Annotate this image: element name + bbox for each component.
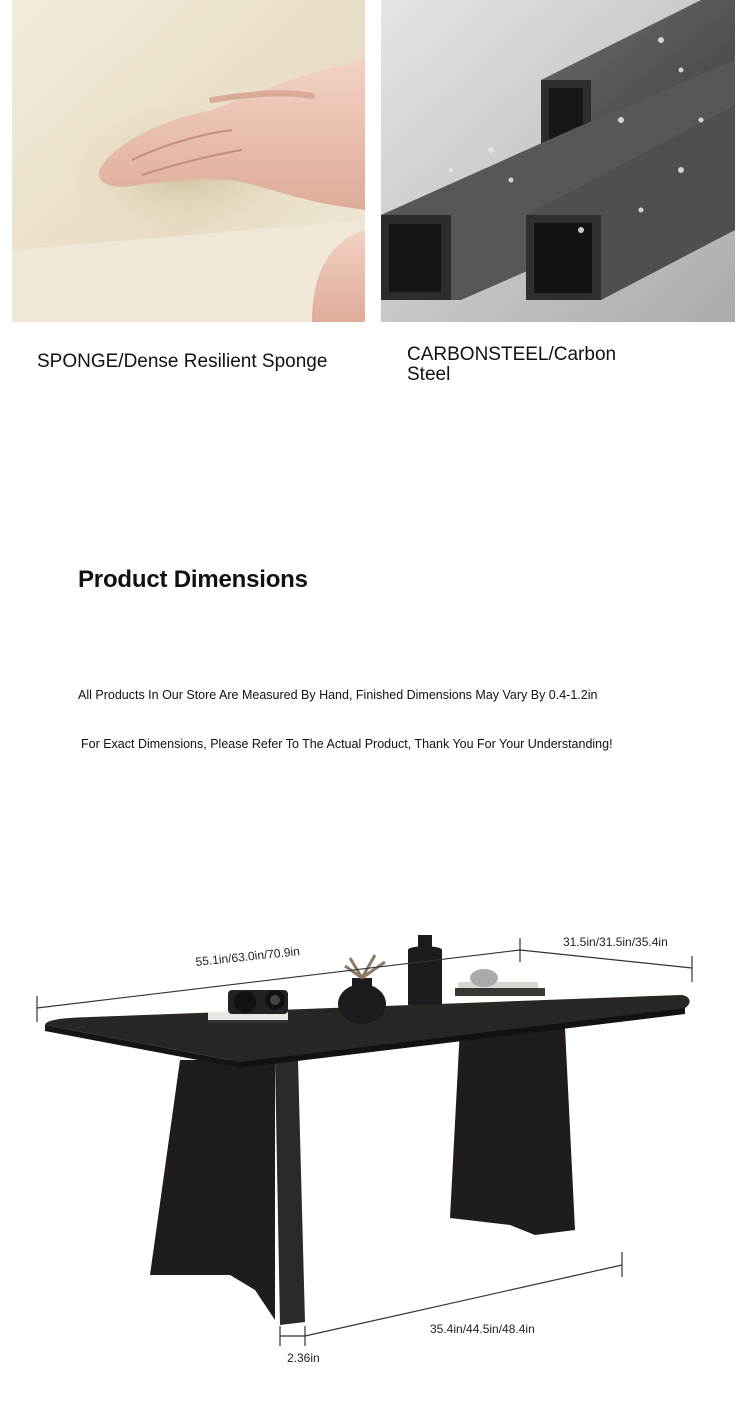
table-dimensions-figure xyxy=(0,900,750,1398)
tall-vase xyxy=(408,935,442,1005)
table-illustration xyxy=(0,900,750,1398)
sponge-material-label: SPONGE/Dense Resilient Sponge xyxy=(37,351,328,372)
carbon-steel-tubes-illustration xyxy=(381,0,735,322)
vase-with-flowers xyxy=(338,955,386,1024)
exact-dimensions-note: For Exact Dimensions, Please Refer To The Actual Product, Thank You For Your Understanding! xyxy=(81,737,613,751)
product-dimensions-heading: Product Dimensions xyxy=(78,566,308,593)
carbon-steel-label-line-1: CARBONSTEEL/Carbon xyxy=(407,344,617,365)
measurement-note: All Products In Our Store Are Measured By Hand, Finished Dimensions May Vary By 0.4-1.2in xyxy=(78,688,598,702)
top-thickness-dimension-label: 2.36in xyxy=(287,1351,320,1365)
sponge-image xyxy=(12,0,365,322)
carbon-steel-image xyxy=(381,0,735,322)
books-with-ornament xyxy=(455,969,545,996)
left-leg-edge xyxy=(275,1060,305,1325)
left-leg xyxy=(150,1060,275,1320)
carbon-steel-material-label xyxy=(407,345,687,385)
leg-spacing-dimension-label: 35.4in/44.5in/48.4in xyxy=(430,1322,535,1336)
length-dimension-label: 55.1in/63.0in/70.9in xyxy=(194,944,301,969)
hand-pressing-sponge-illustration xyxy=(12,0,365,322)
width-dimension-label: 31.5in/31.5in/35.4in xyxy=(563,935,668,949)
carbon-steel-label-line-2: Steel xyxy=(407,364,451,385)
camera xyxy=(228,990,288,1014)
right-leg xyxy=(450,1028,575,1235)
